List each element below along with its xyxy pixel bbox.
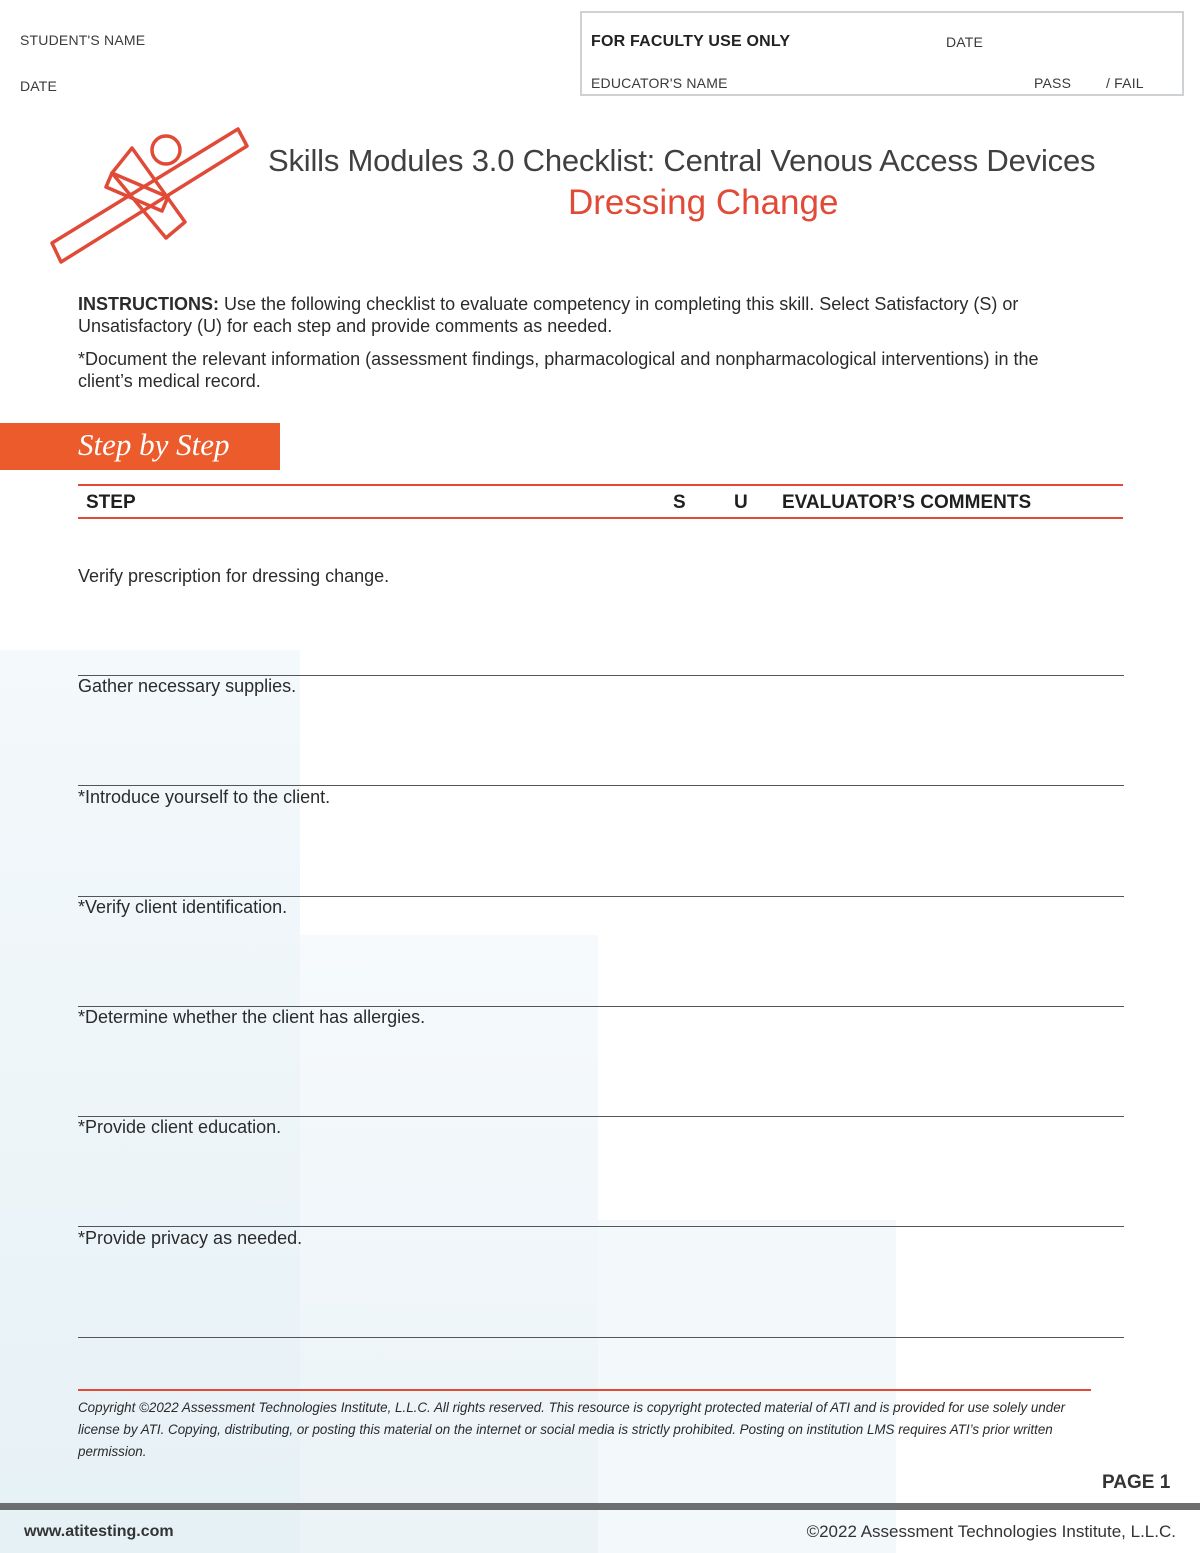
fail-label: / FAIL <box>1106 75 1144 91</box>
table-header <box>78 484 1123 519</box>
faculty-title: FOR FACULTY USE ONLY <box>591 33 791 50</box>
table-row <box>78 897 1124 1007</box>
table-row <box>78 1228 1124 1338</box>
table-row <box>78 566 1124 676</box>
footer-url: www.atitesting.com <box>24 1523 174 1540</box>
instructions-note: *Document the relevant information (assessment findings, pharmacological and nonpharmacological interventions) in the client’s medical record. <box>78 349 1039 391</box>
footer-copyright: ©2022 Assessment Technologies Institute, L.L.C. <box>806 1522 1176 1541</box>
date-label: DATE <box>20 78 58 94</box>
page-title: Skills Modules 3.0 Checklist: Central Venous Access Devices <box>268 143 1096 178</box>
page-subtitle: Dressing Change <box>568 183 839 222</box>
faculty-use-box <box>580 11 1184 96</box>
column-header-u: U <box>734 492 748 513</box>
column-header-comments: EVALUATOR’S COMMENTS <box>782 492 1032 513</box>
step-text: *Provide client education. <box>78 1117 282 1137</box>
column-header-s: S <box>673 492 686 513</box>
section-banner: Step by Step <box>0 423 280 470</box>
step-text: Gather necessary supplies. <box>78 676 297 696</box>
copyright-divider <box>78 1389 1091 1391</box>
column-header-step: STEP <box>86 492 136 513</box>
instructions-label: INSTRUCTIONS: <box>78 294 219 314</box>
step-text: Verify prescription for dressing change. <box>78 566 390 586</box>
page-number: PAGE 1 <box>1102 1472 1171 1493</box>
educator-name-label: EDUCATOR'S NAME <box>591 75 728 91</box>
table-row <box>78 1117 1124 1227</box>
table-row <box>78 676 1124 786</box>
step-text: *Provide privacy as needed. <box>78 1228 303 1248</box>
copyright-notice: Copyright ©2022 Assessment Technologies Institute, L.L.C. All rights reserved. This resource is copyright protected material of ATI and is provided for use solely under license by ATI. Copying, distributing, or posting this material on the internet or social media is strictly prohibited. Posting on institution LMS requires ATI’s prior written permission. <box>78 1400 1066 1459</box>
instructions <box>78 293 1058 403</box>
faculty-date-label: DATE <box>946 34 984 50</box>
pass-label: PASS <box>1034 75 1072 91</box>
instructions-text: Use the following checklist to evaluate competency in completing this skill. Select Satisfactory (S) or Unsatisfactory (U) for each step and provide comments as needed. <box>78 294 1019 336</box>
student-info <box>20 32 145 124</box>
table-row <box>78 787 1124 897</box>
ati-figure-logo-icon <box>40 125 280 275</box>
instructions-paragraph <box>78 293 1058 337</box>
step-text: *Verify client identification. <box>78 897 288 917</box>
table-row <box>78 1007 1124 1117</box>
step-text: *Determine whether the client has allergies. <box>78 1007 426 1027</box>
student-name-label: STUDENT'S NAME <box>20 32 146 48</box>
step-text: *Introduce yourself to the client. <box>78 787 331 807</box>
footer-divider <box>0 1503 1200 1510</box>
